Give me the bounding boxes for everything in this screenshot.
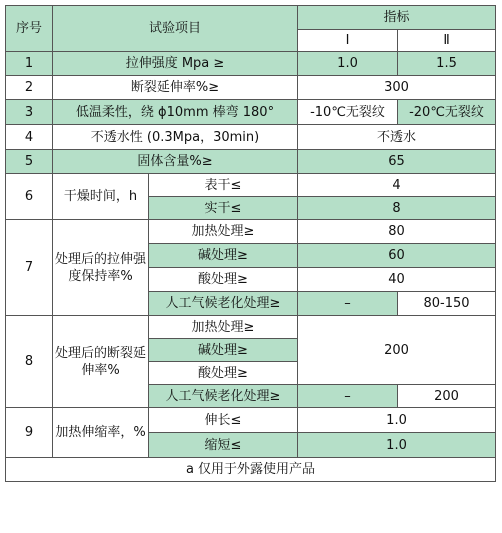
sub-item-label: 表干≤ — [149, 174, 298, 197]
spec-table — [5, 5, 496, 482]
row-number: 9 — [6, 408, 53, 458]
row-value-1: 1.0 — [298, 52, 398, 76]
table-row — [6, 125, 496, 150]
sub-item-label: 人工气候老化处理≥ — [149, 292, 298, 316]
sub-item-label: 伸长≤ — [149, 408, 298, 433]
footnote: a 仅用于外露使用产品 — [6, 458, 496, 482]
row-number: 8 — [6, 316, 53, 408]
footnote-row — [6, 458, 496, 482]
sub-item-value-2: 80-150 — [398, 292, 496, 316]
sub-item-label: 加热处理≥ — [149, 220, 298, 244]
table-row — [6, 150, 496, 174]
row-item: 断裂延伸率%≥ — [53, 76, 298, 100]
row-number: 4 — [6, 125, 53, 150]
row-value-1: -10℃无裂纹 — [298, 100, 398, 125]
row-number: 5 — [6, 150, 53, 174]
row-item: 加热伸缩率，% — [53, 408, 149, 458]
sub-item-value: 60 — [298, 244, 496, 268]
header-indicator: 指标 — [298, 6, 496, 30]
row-value: 65 — [298, 150, 496, 174]
row-item: 干燥时间，h — [53, 174, 149, 220]
sub-item-value-1: – — [298, 385, 398, 408]
row-item: 处理后的断裂延伸率% — [53, 316, 149, 408]
row-number: 6 — [6, 174, 53, 220]
header-seq: 序号 — [6, 6, 53, 52]
sub-item-value: 1.0 — [298, 408, 496, 433]
table-row — [6, 220, 496, 244]
row-value-2: -20℃无裂纹 — [398, 100, 496, 125]
row-item: 固体含量%≥ — [53, 150, 298, 174]
table-row — [6, 100, 496, 125]
row-item: 低温柔性，绕 ϕ10mm 棒弯 180° — [53, 100, 298, 125]
row-item: 拉伸强度 Mpa ≥ — [53, 52, 298, 76]
sub-item-value: 8 — [298, 197, 496, 220]
row-number: 2 — [6, 76, 53, 100]
table-row — [6, 76, 496, 100]
header-grade-1: Ⅰ — [298, 30, 398, 52]
sub-item-value: 80 — [298, 220, 496, 244]
table-row — [6, 316, 496, 339]
header-grade-2: Ⅱ — [398, 30, 496, 52]
sub-item-value-2: 200 — [398, 385, 496, 408]
row-value: 300 — [298, 76, 496, 100]
sub-item-label: 人工气候老化处理≥ — [149, 385, 298, 408]
sub-item-label: 实干≤ — [149, 197, 298, 220]
merged-value: 200 — [298, 316, 496, 385]
row-number: 1 — [6, 52, 53, 76]
row-number: 7 — [6, 220, 53, 316]
sub-item-label: 酸处理≥ — [149, 268, 298, 292]
sub-item-value: 4 — [298, 174, 496, 197]
header-row-1 — [6, 6, 496, 30]
sub-item-label: 缩短≤ — [149, 433, 298, 458]
sub-item-label: 加热处理≥ — [149, 316, 298, 339]
sub-item-value: 40 — [298, 268, 496, 292]
table-row — [6, 174, 496, 197]
sub-item-label: 碱处理≥ — [149, 244, 298, 268]
row-value-2: 1.5 — [398, 52, 496, 76]
table-row — [6, 408, 496, 433]
row-item: 处理后的拉伸强度保持率% — [53, 220, 149, 316]
header-item: 试验项目 — [53, 6, 298, 52]
sub-item-label: 碱处理≥ — [149, 339, 298, 362]
row-item: 不透水性 (0.3Mpa，30min) — [53, 125, 298, 150]
sub-item-label: 酸处理≥ — [149, 362, 298, 385]
sub-item-value-1: – — [298, 292, 398, 316]
row-number: 3 — [6, 100, 53, 125]
row-value: 不透水 — [298, 125, 496, 150]
sub-item-value: 1.0 — [298, 433, 496, 458]
table-row — [6, 52, 496, 76]
